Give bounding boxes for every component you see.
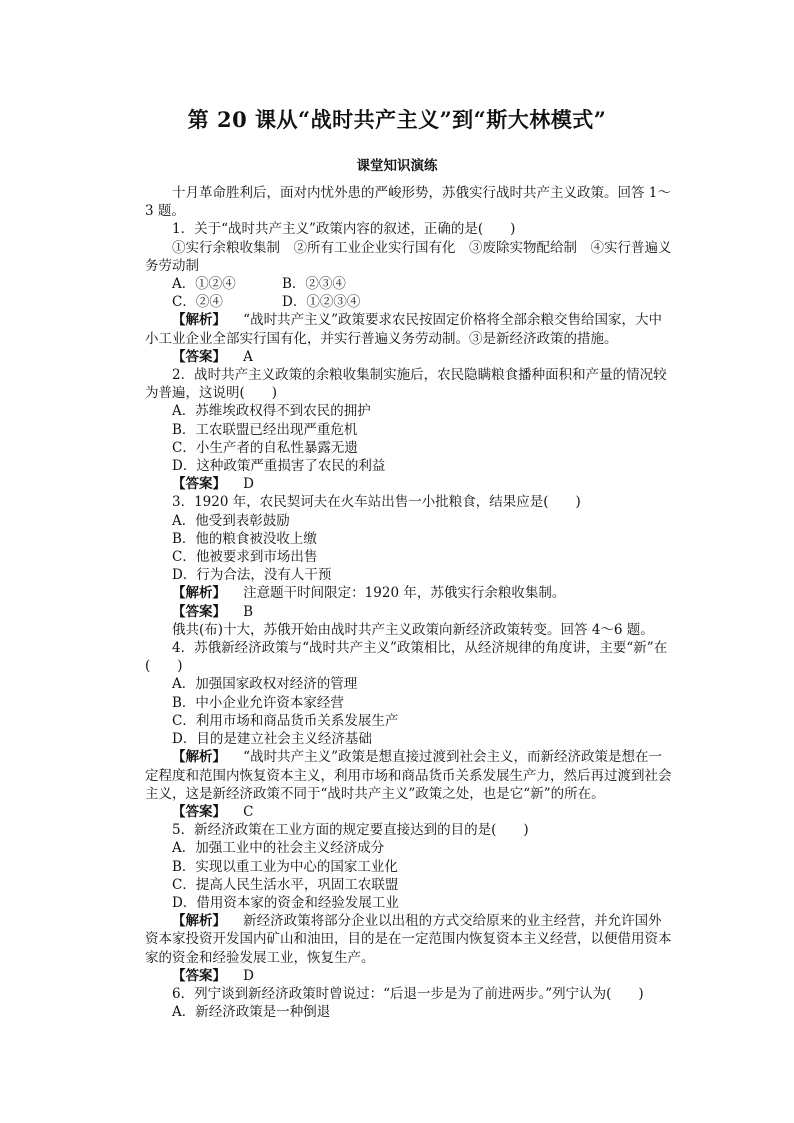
option-a: A．新经济政策是一种倒退 (172, 1004, 331, 1021)
option-c: C．②④ (172, 294, 223, 311)
document-body (145, 184, 673, 1021)
option-d: D．这种政策严重损害了农民的利益 (172, 458, 386, 475)
question-1-explanation (145, 311, 673, 347)
question-1-options-row-1 (145, 275, 673, 293)
option-c: C．提高人民生活水平，巩固工农联盟 (172, 876, 399, 893)
explanation-tag: 【解析】 (172, 913, 226, 930)
answer-value: C (243, 803, 254, 820)
option-a: A．他受到表彰鼓励 (172, 512, 290, 529)
explanation-tag: 【解析】 (172, 312, 226, 329)
option-a: A．①②④ (172, 276, 236, 293)
answer-value: D (243, 967, 254, 984)
question-4-answer (145, 803, 673, 821)
question-1-items: ①实行余粮收集制 ②所有工业企业实行国有化 ③废除实物配给制 ④实行普遍义务劳动制 (145, 239, 672, 274)
section-subtitle: 课堂知识演练 (356, 158, 438, 174)
option-d: D．行为合法，没有人干预 (172, 567, 332, 584)
option-b: B．实现以重工业为中心的国家工业化 (172, 858, 398, 875)
question-5-answer (145, 967, 673, 985)
question-3-answer (145, 603, 673, 621)
explanation-text: “战时共产主义”政策是想直接过渡到社会主义，而新经济政策是想在一定程度和范围内恢复资本主义，利用市场和商品货币关系发展生产力，然后再过渡到社会主义，这是新经济政策不同于“战时共产主义”政策之处，也是它“新”的所在。 (145, 749, 672, 802)
explanation-text: “战时共产主义”政策要求农民按固定价格将全部余粮交售给国家，大中小工业企业全部实行国有化，并实行普遍义务劳动制。③是新经济政策的措施。 (145, 312, 662, 347)
question-1-options-row-2 (145, 293, 673, 311)
question-4-explanation (145, 748, 673, 803)
explanation-text: 新经济政策将部分企业以出租的方式交给原来的业主经营，并允许国外资本家投资开发国内矿山和油田，目的是在一定范围内恢复资本主义经营，以便借用资本家的资金和经验发展工业，恢复生产。 (145, 913, 672, 966)
option-b: B．工农联盟已经出现严重危机 (172, 421, 358, 438)
option-a: A．加强国家政权对经济的管理 (172, 676, 358, 693)
option-b: B．他的粮食被没收上缴 (172, 530, 317, 547)
answer-value: D (243, 476, 254, 493)
answer-tag: 【答案】 (172, 476, 226, 493)
option-c: C．小生产者的自私性暴露无遗 (172, 439, 358, 456)
intro-paragraph: 十月革命胜利后，面对内忧外患的严峻形势，苏俄实行战时共产主义政策。回答 1～3 题。 (145, 185, 671, 220)
question-1-stem: 1．关于“战时共产主义”政策内容的叙述，正确的是( ) (172, 221, 516, 238)
answer-tag: 【答案】 (172, 967, 226, 984)
intro-paragraph-2: 俄共(布)十大，苏俄开始由战时共产主义政策向新经济政策转变。回答 4～6 题。 (172, 621, 654, 638)
question-1-answer (145, 348, 673, 366)
question-2-answer (145, 475, 673, 493)
question-3-stem: 3．1920 年，农民契诃夫在火车站出售一小批粮食，结果应是( ) (172, 494, 581, 511)
answer-tag: 【答案】 (172, 803, 226, 820)
answer-tag: 【答案】 (172, 603, 226, 620)
option-d: D．借用资本家的资金和经验发展工业 (172, 894, 399, 911)
question-5-stem: 5．新经济政策在工业方面的规定要直接达到的目的是( ) (172, 822, 529, 839)
option-a: A．加强工业中的社会主义经济成分 (172, 840, 385, 857)
explanation-tag: 【解析】 (172, 749, 226, 766)
option-b: B．中小企业允许资本家经营 (172, 694, 344, 711)
option-d: D．①②③④ (282, 294, 361, 311)
question-3-explanation (145, 584, 673, 602)
page-title: 第 20 课从“战时共产主义”到“斯大林模式” (187, 107, 607, 132)
option-c: C．他被要求到市场出售 (172, 549, 318, 566)
question-4-stem: 4．苏俄新经济政策与“战时共产主义”政策相比，从经济规律的角度讲，主要“新”在( ) (145, 640, 668, 675)
question-6-stem: 6．列宁谈到新经济政策时曾说过：“后退一步是为了前进两步。”列宁认为( ) (172, 985, 644, 1002)
option-b: B．②③④ (282, 276, 346, 293)
answer-value: B (243, 603, 254, 620)
answer-value: A (243, 348, 253, 365)
question-5-explanation (145, 912, 673, 967)
question-2-stem: 2．战时共产主义政策的余粮收集制实施后，农民隐瞒粮食播种面积和产量的情况较为普遍，这说明( ) (145, 367, 667, 402)
explanation-tag: 【解析】 (172, 585, 226, 602)
option-d: D．目的是建立社会主义经济基础 (172, 731, 372, 748)
option-c: C．利用市场和商品货币关系发展生产 (172, 712, 399, 729)
explanation-text: 注意题干时间限定：1920 年，苏俄实行余粮收集制。 (243, 585, 566, 602)
answer-tag: 【答案】 (172, 348, 226, 365)
option-a: A．苏维埃政权得不到农民的拥护 (172, 403, 371, 420)
